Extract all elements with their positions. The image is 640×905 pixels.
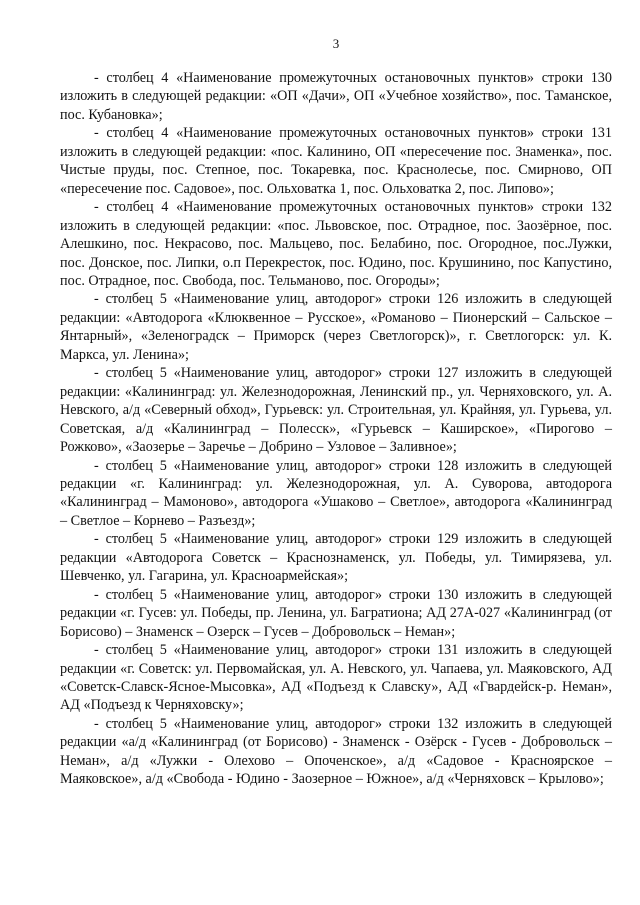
amendment-paragraph-col5-row131: - столбец 5 «Наименование улиц, автодорог» строки 131 изложить в следующей редакции «г. Советск: ул. Первомайская, ул. А. Невского, ул. Чапаева, ул. Маяковского, АД «Советск-Славск-Ясное-Мысовка», АД «Подъезд к Славску», АД «Гвардейск-р. Неман», АД «Подъезд к Черняховску»; xyxy=(60,642,612,714)
amendment-paragraph-col5-row126: - столбец 5 «Наименование улиц, автодорог» строки 126 изложить в следующей редакции: «Автодорога «Клюквенное – Русское», «Романово – Пионерский – Сальское – Янтарный», «Зеленоградск – Приморск (через Светлогорск)», г. Светлогорск: ул. К. Маркса, ул. Ленина»; xyxy=(60,291,612,363)
amendment-paragraph-col4-row132: - столбец 4 «Наименование промежуточных остановочных пунктов» строки 132 изложить в следующей редакции: «пос. Львовское, пос. Отрадное, пос. Заозёрное, пос. Алешкино, пос. Некрасово, пос. Мальцево, пос. Белабино, пос. Огородное, пос.Лужки, пос. Донское, пос. Липки, о.п Перекресток, пос. Юдино, пос. Крушинино, пос Капустино, пос. Отрадное, пос. Свобода, пос. Тельманово, пос. Огороды»; xyxy=(60,199,612,289)
amendment-paragraph-col4-row131: - столбец 4 «Наименование промежуточных остановочных пунктов» строки 131 изложить в следующей редакции: «пос. Калинино, ОП «пересечение пос. Знаменка», пос. Чистые пруды, пос. Степное, пос. Токаревка, пос. Краснолесье, пос. Смирново, ОП «пересечение пос. Садовое», пос. Ольховатка 1, пос. Ольховатка 2, пос. Липово»; xyxy=(60,125,612,197)
amendment-paragraph-col4-row130: - столбец 4 «Наименование промежуточных остановочных пунктов» строки 130 изложить в следующей редакции: «ОП «Дачи», ОП «Учебное хозяйство», пос. Таманское, пос. Кубановка»; xyxy=(60,70,612,123)
amendment-paragraph-col5-row127: - столбец 5 «Наименование улиц, автодорог» строки 127 изложить в следующей редакции: «Калининград: ул. Железнодорожная, Ленинский пр., ул. Черняховского, ул. А. Невского, а/д «Северный обход», Гурьевск: ул. Строительная, ул. Крайняя, ул. Гурьева, ул. Советская, а/д «Калининград – Полесск», «Гурьевск – Каширское», «Пирогово – Рожково», «Заозерье – Заречье – Добрино – Узловое – Заливное»; xyxy=(60,365,612,456)
amendment-paragraph-col5-row129: - столбец 5 «Наименование улиц, автодорог» строки 129 изложить в следующей редакции «Автодорога Советск – Краснознаменск, ул. Победы, ул. Тимирязева, ул. Шевченко, ул. Гагарина, ул. Красноармейская»; xyxy=(60,531,612,585)
amendment-paragraph-col5-row132: - столбец 5 «Наименование улиц, автодорог» строки 132 изложить в следующей редакции «а/д «Калининград (от Борисово) - Знаменск - Озёрск - Гусев - Добровольск – Неман», а/д «Лужки - Олехово – Опоченское», а/д «Садовое - Красноярское – Маяковское», а/д «Свобода - Юдино - Заозерное – Южное», а/д «Черняховск – Крылово»; xyxy=(60,715,612,788)
page-number: 3 xyxy=(332,36,340,51)
amendment-paragraph-col5-row128: - столбец 5 «Наименование улиц, автодорог» строки 128 изложить в следующей редакции «г. Калининград: ул. Железнодорожная, ул. А. Суворова, автодорога «Калининград – Мамоново», автодорога «Ушаково – Светлое», автодорога «Калининград – Светлое – Корнево – Разъезд»; xyxy=(60,457,612,529)
amendment-paragraph-col5-row130: - столбец 5 «Наименование улиц, автодорог» строки 130 изложить в следующей редакции «г. Гусев: ул. Победы, пр. Ленина, ул. Багратиона; АД 27А-027 «Калининград (от Борисово) – Знаменск – Озерск – Гусев – Добровольск – Неман»; xyxy=(60,586,612,640)
